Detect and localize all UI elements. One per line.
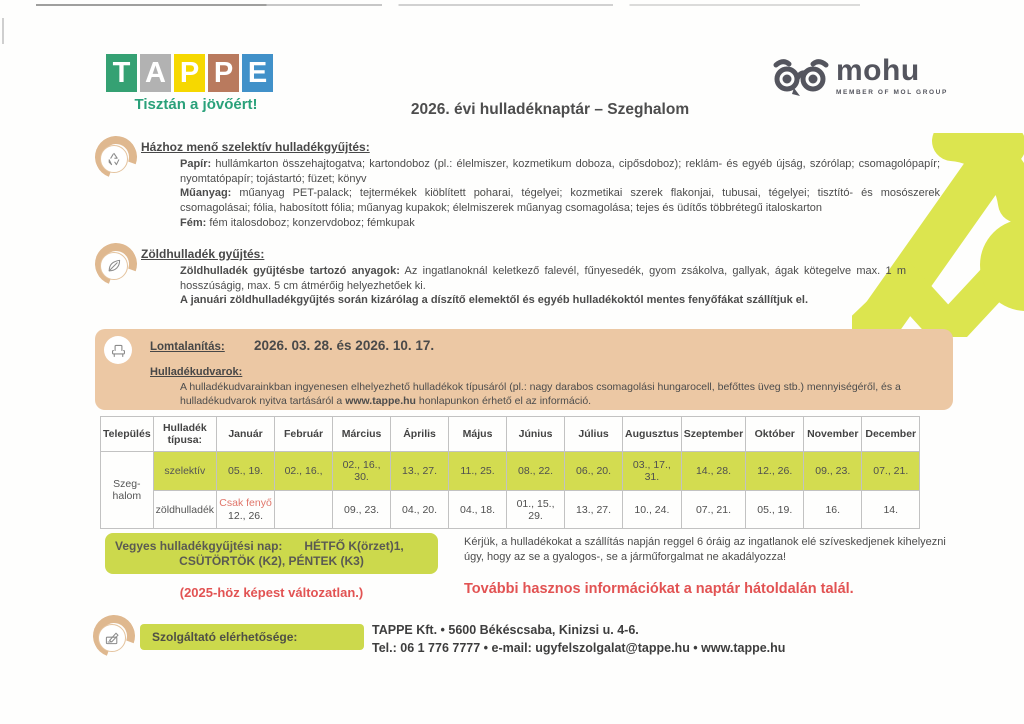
provider-label-box: Szolgáltató elérhetősége: bbox=[140, 624, 364, 650]
waste-type-header: Hulladék típusa: bbox=[153, 417, 216, 452]
month-header: Február bbox=[275, 417, 333, 452]
section-selective-collection bbox=[95, 140, 940, 230]
more-info-note: További hasznos információkat a naptár hátoldalán talál. bbox=[464, 581, 854, 597]
address-line: TAPPE Kft. • 5600 Békéscsaba, Kinizsi u. 4-6. bbox=[372, 623, 639, 637]
green-waste-badge bbox=[95, 243, 137, 285]
logo-letter: E bbox=[242, 54, 273, 92]
armchair-icon bbox=[104, 336, 132, 364]
selective-paper-text: Papír: hullámkarton összehajtogatva; kartondoboz (pl.: élelmiszer, kozmetikum doboza, cipősdoboz); reklám- és egyéb újság, szórólap; csomagolópapír; nyomtatópapír; tojástartó; füzet; könyv bbox=[180, 158, 940, 185]
address-line: Tel.: 06 1 776 7777 • e-mail: ugyfelszolgalat@tappe.hu • www.tappe.hu bbox=[372, 641, 786, 656]
table-cell: 02., 16., 30. bbox=[333, 452, 391, 491]
mixed-waste-days: CSÜTÖRTÖK (K2), PÉNTEK (K3) bbox=[179, 554, 364, 568]
green-january-note: A januári zöldhulladékgyűjtés során kizárólag a díszítő elemektől és egyéb hulladékoktól mentes fenyőfákat szállítjuk el. bbox=[180, 294, 808, 307]
month-header: Június bbox=[507, 417, 565, 452]
logo-letter: P bbox=[208, 54, 239, 92]
mohu-subtitle: MEMBER OF MOL GROUP bbox=[836, 89, 948, 96]
waste-yards-text: A hulladékudvarainkban ingyenesen elhelyezhető hulladékok típusáról (pl.: nagy darabos csomagolási hungarocell, befőttes üveg stb.) mennyiségéről, és a hulladékudvarok nyitva tartásáról a www.tappe.hu honlapunkon érhető el az információ. bbox=[180, 381, 901, 408]
table-cell: 08., 22. bbox=[507, 452, 565, 491]
page-title: 2026. évi hulladéknaptár – Szeghalom bbox=[410, 101, 690, 118]
tappe-website-text: www.tappe.hu bbox=[345, 395, 416, 408]
table-cell: 06., 20. bbox=[565, 452, 623, 491]
waste-yards-heading: Hulladékudvarok: bbox=[150, 366, 243, 378]
table-cell: 07., 21. bbox=[862, 452, 920, 491]
logo-letter: A bbox=[140, 54, 171, 92]
month-header: Január bbox=[217, 417, 275, 452]
month-header: Augusztus bbox=[623, 417, 682, 452]
table-cell: 07., 21. bbox=[681, 491, 746, 529]
month-header: Október bbox=[746, 417, 804, 452]
owl-icon bbox=[772, 56, 830, 98]
selective-metal-text: Fém: fém italosdoboz; konzervdoboz; fémkupak bbox=[180, 216, 415, 229]
bulky-waste-panel bbox=[95, 329, 953, 410]
pencil-icon bbox=[98, 624, 126, 652]
logo-letter: P bbox=[174, 54, 205, 92]
mohu-logo bbox=[772, 56, 948, 98]
provider-badge bbox=[93, 615, 135, 657]
tappe-tagline: Tisztán a jövőért! bbox=[134, 96, 258, 113]
green-materials-text: Zöldhulladék gyűjtésbe tartozó anyagok: Az ingatlanoknál keletkező falevél, fűnyesedék, gyom zsákolva, gallyak, ágak kötegelve max. 1 m hosszúságig, max. 5 cm átmérőig helyezhetőek ki. bbox=[180, 265, 906, 292]
month-header: Április bbox=[391, 417, 449, 452]
table-cell: 09., 23. bbox=[804, 452, 862, 491]
bulky-dates: 2026. 03. 28. és 2026. 10. 17. bbox=[253, 338, 435, 353]
table-cell: 02., 16., bbox=[275, 452, 333, 491]
selective-heading: Házhoz menő szelektív hulladékgyűjtés: bbox=[141, 140, 370, 154]
scan-artifact-mark bbox=[2, 18, 4, 44]
table-cell: 09., 23. bbox=[333, 491, 391, 529]
pine-only-note: Csak fenyő bbox=[219, 497, 272, 510]
table-cell: 14. bbox=[862, 491, 920, 529]
table-cell: 12., 26. bbox=[746, 452, 804, 491]
month-header: December bbox=[862, 417, 920, 452]
mixed-waste-label: Vegyes hulladékgyűjtési nap: bbox=[115, 539, 283, 553]
collection-calendar-table bbox=[100, 416, 920, 529]
mixed-waste-day-box bbox=[105, 533, 438, 574]
table-cell: 10., 24. bbox=[623, 491, 682, 529]
section-green-waste bbox=[95, 247, 940, 308]
scan-artifact-line bbox=[36, 4, 860, 6]
row-type-label: szelektív bbox=[153, 452, 216, 491]
table-cell: 01., 15., 29. bbox=[507, 491, 565, 529]
table-cell: 13., 27. bbox=[391, 452, 449, 491]
settlement-cell: Szeg- halom bbox=[101, 452, 154, 529]
selective-row bbox=[101, 452, 920, 491]
month-header: Május bbox=[449, 417, 507, 452]
settlement-header: Település bbox=[101, 417, 154, 452]
tappe-logo-letters bbox=[106, 54, 286, 92]
month-header: Március bbox=[333, 417, 391, 452]
table-cell: 13., 27. bbox=[565, 491, 623, 529]
month-header: November bbox=[804, 417, 862, 452]
table-cell: 05., 19. bbox=[746, 491, 804, 529]
table-cell: 03., 17., 31. bbox=[623, 452, 682, 491]
provider-address bbox=[372, 621, 785, 657]
bulky-heading: Lomtalanítás: bbox=[150, 341, 225, 353]
table-header-row bbox=[101, 417, 920, 452]
placement-notice: Kérjük, a hulladékokat a szállítás napján reggel 6 óráig az ingatlanok elé szíveskedjenek kihelyezni úgy, hogy az se a gyalogos-, se a járműforgalmat ne akadályozza! bbox=[464, 536, 946, 563]
table-cell: 14., 28. bbox=[681, 452, 746, 491]
green-waste-row bbox=[101, 491, 920, 529]
table-cell: 05., 19. bbox=[217, 452, 275, 491]
table-cell: 11., 25. bbox=[449, 452, 507, 491]
month-header: Július bbox=[565, 417, 623, 452]
logo-letter: T bbox=[106, 54, 137, 92]
mixed-waste-days: HÉTFŐ K(örzet)1, bbox=[304, 539, 404, 553]
green-waste-heading: Zöldhulladék gyűjtés: bbox=[141, 247, 265, 261]
month-header: Szeptember bbox=[681, 417, 746, 452]
row-type-label: zöldhulladék bbox=[153, 491, 216, 529]
recycle-icon bbox=[100, 145, 128, 173]
table-cell: 16. bbox=[804, 491, 862, 529]
selective-plastic-text: Műanyag: műanyag PET-palack; tejtermékek kiöblített poharai, tégelyei; kozmetikai szerek flakonjai, tubusai, tégelyei; tisztító- és mosószerek csomagolásai; fólia, habosított fólia; műanyag kupakok; élelmiszerek műanyag csomagolása; tejes és üdítős többrétegű italoskarton bbox=[180, 187, 940, 214]
tappe-logo bbox=[106, 54, 286, 113]
leaf-icon bbox=[100, 252, 128, 280]
selective-badge bbox=[95, 136, 137, 178]
mohu-wordmark: mohu bbox=[836, 54, 920, 87]
table-cell bbox=[275, 491, 333, 529]
table-cell: 04., 18. bbox=[449, 491, 507, 529]
unchanged-note: (2025-höz képest változatlan.) bbox=[179, 585, 364, 600]
table-cell: 04., 20. bbox=[391, 491, 449, 529]
table-cell: Csak fenyő 12., 26. bbox=[217, 491, 275, 529]
